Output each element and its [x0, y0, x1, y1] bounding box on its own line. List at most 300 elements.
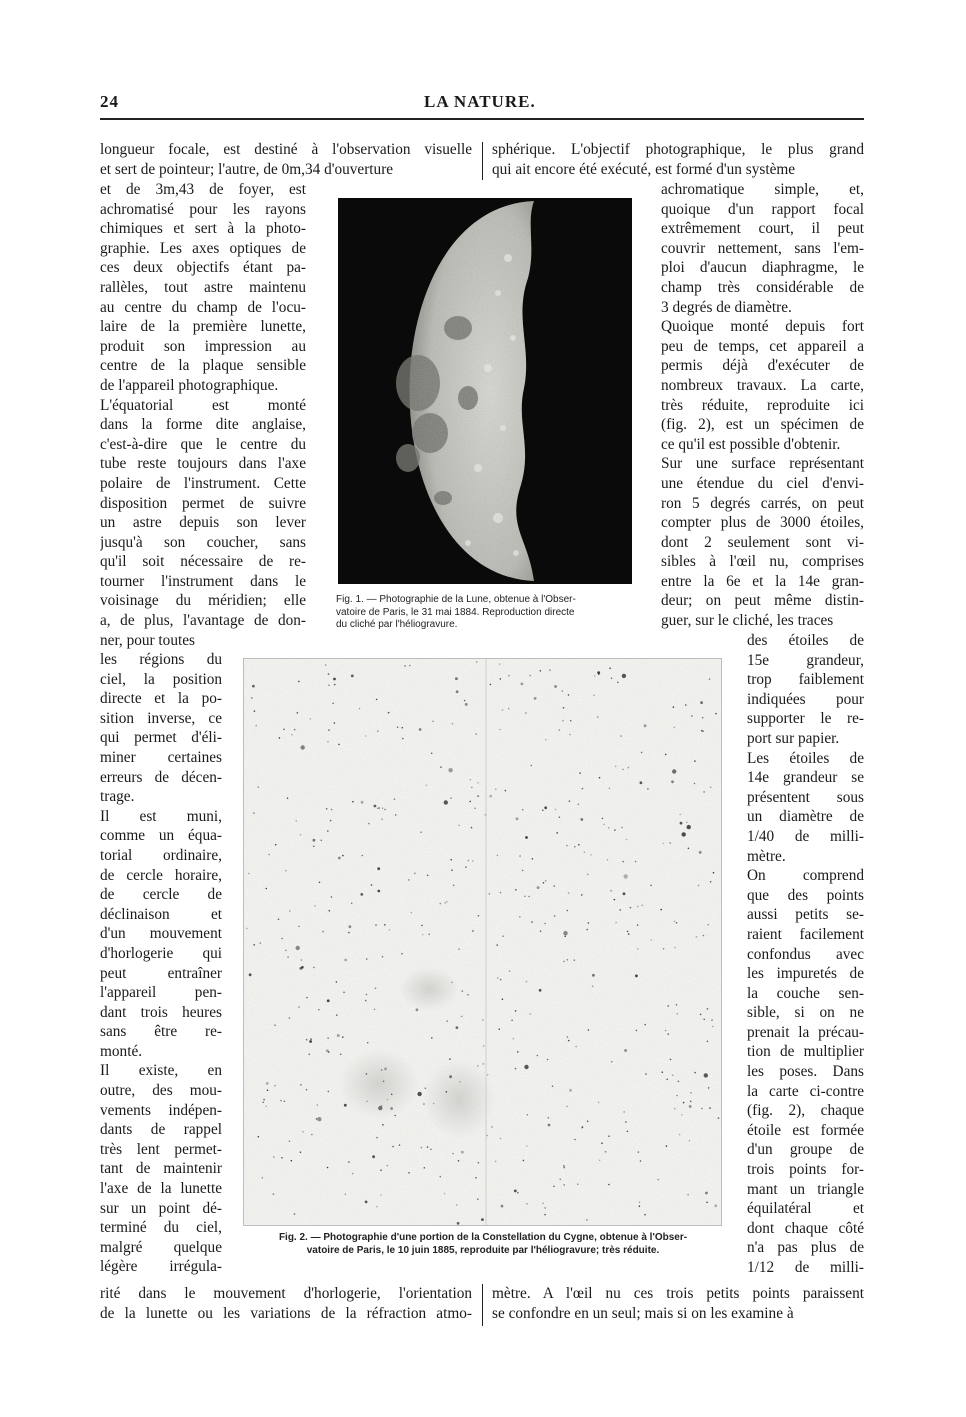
star-dot	[377, 890, 380, 893]
star-dot	[640, 1160, 642, 1162]
text-line: achromatisé pour les rayons	[100, 200, 306, 218]
text-line: étoile est formée	[747, 1121, 864, 1139]
star-dot	[374, 1009, 376, 1011]
text-line: rité dans le mouvement d'horlogerie, l'orientation	[100, 1285, 472, 1302]
star-dot	[380, 1169, 382, 1171]
star-dot	[327, 1037, 329, 1039]
text-line: prenait la précau-	[747, 1023, 864, 1041]
star-dot	[497, 977, 499, 979]
star-dot	[281, 1157, 283, 1159]
star-dot	[487, 1074, 489, 1076]
star-dot	[519, 855, 521, 857]
star-dot	[387, 1165, 389, 1167]
star-dot	[635, 975, 638, 978]
text-line: erreurs de décen-	[100, 768, 222, 786]
star-dot	[450, 797, 452, 799]
text-line: ron 5 degrés carrés, on peut	[661, 494, 864, 512]
text-line: polaire de l'instrument. Cette	[100, 474, 306, 492]
star-dot	[461, 1151, 464, 1154]
text-line: ciel, la position	[100, 670, 222, 688]
star-dot	[365, 1000, 367, 1002]
text-line: 3 degrés de diamètre.	[661, 298, 792, 316]
star-dot	[499, 729, 501, 731]
text-line: permis déjà d'exécuter de	[661, 357, 864, 375]
star-dot	[475, 1177, 477, 1179]
star-dot	[266, 888, 268, 890]
star-dot	[446, 1020, 448, 1022]
star-dot	[611, 1061, 613, 1063]
text-line: équilatéral et	[747, 1200, 864, 1218]
star-dot	[258, 786, 260, 788]
star-dot	[599, 777, 601, 779]
star-dot	[598, 1102, 600, 1104]
star-dot	[376, 699, 378, 701]
text-line: un diamètre de	[747, 808, 864, 826]
star-dot	[680, 822, 683, 825]
star-dot	[531, 921, 533, 923]
star-dot	[431, 1037, 433, 1039]
star-dot	[540, 930, 542, 932]
text-line: supporter le re-	[747, 710, 864, 728]
star-dot	[679, 1134, 681, 1136]
star-dot	[287, 956, 289, 958]
star-dot	[262, 1177, 264, 1179]
text-line: aussi petits se-	[747, 906, 864, 924]
star-dot	[322, 931, 324, 933]
star-dot	[588, 1029, 590, 1031]
star-dot	[340, 1054, 342, 1056]
star-dot	[477, 1065, 479, 1067]
star-dot	[344, 1104, 347, 1107]
star-field-image	[244, 659, 722, 1226]
star-dot	[567, 1036, 569, 1038]
star-dot	[268, 854, 270, 856]
star-dot	[352, 801, 354, 803]
star-dot	[709, 678, 711, 680]
star-dot	[687, 825, 691, 829]
text-line: On comprend	[747, 867, 864, 885]
text-line: de la lunette ou les variations de la réfraction atmo-	[100, 1304, 472, 1322]
star-dot	[502, 935, 504, 937]
star-dot	[568, 892, 570, 894]
text-line: raient facilement	[747, 925, 864, 943]
star-dot	[608, 1184, 610, 1186]
star-dot	[265, 1106, 267, 1108]
star-dot	[639, 1205, 641, 1207]
star-dot	[449, 1075, 452, 1078]
text-line: 15e grandeur,	[747, 651, 864, 669]
star-dot	[377, 730, 379, 732]
star-dot	[688, 848, 690, 850]
star-dot	[384, 1068, 387, 1071]
star-dot	[273, 1156, 275, 1158]
star-dot	[490, 684, 492, 686]
star-dot	[394, 1115, 396, 1117]
text-line: trop faiblement	[747, 671, 864, 689]
star-dot	[542, 809, 544, 811]
text-line: les poses. Dans	[747, 1063, 864, 1081]
star-dot	[280, 1100, 282, 1102]
star-dot	[328, 673, 330, 675]
star-dot	[609, 667, 611, 669]
star-dot	[425, 1087, 427, 1089]
star-dot	[608, 1135, 610, 1137]
star-dot	[372, 1155, 375, 1158]
star-dot	[607, 859, 609, 861]
text-line: au centre du champ de l'ocu-	[100, 298, 306, 316]
star-dot	[327, 1167, 329, 1169]
star-dot	[375, 988, 377, 990]
star-dot	[313, 846, 315, 848]
star-dot	[325, 664, 327, 666]
star-dot	[689, 1140, 691, 1142]
star-dot	[530, 1013, 532, 1015]
star-dot	[381, 1105, 383, 1107]
star-dot	[348, 932, 350, 934]
star-dot	[477, 782, 479, 784]
star-dot	[500, 892, 502, 894]
star-dot	[433, 1103, 435, 1105]
text-line: graphie. Les axes optiques de	[100, 239, 306, 257]
star-dot	[420, 831, 422, 833]
star-dot	[384, 924, 386, 926]
text-line: un astre depuis son lever	[100, 514, 306, 532]
star-dot	[317, 1104, 319, 1106]
star-dot	[577, 1183, 579, 1185]
star-dot	[343, 992, 345, 994]
star-dot	[446, 901, 448, 903]
star-dot	[548, 1124, 551, 1127]
star-dot	[289, 910, 291, 912]
star-dot	[694, 760, 696, 762]
star-dot	[483, 1045, 485, 1047]
star-dot	[694, 1072, 696, 1074]
star-dot	[465, 866, 467, 868]
star-dot	[452, 723, 454, 725]
star-dot	[419, 728, 422, 731]
star-dot	[519, 916, 521, 918]
star-dot	[253, 944, 255, 946]
star-dot	[327, 741, 329, 743]
star-dot	[544, 923, 546, 925]
star-dot	[511, 1020, 513, 1022]
star-dot	[527, 1114, 529, 1116]
star-dot	[630, 907, 632, 909]
text-line: très lent permet-	[100, 1140, 222, 1158]
star-dot	[641, 752, 643, 754]
star-dot	[295, 820, 297, 822]
star-dot	[283, 729, 285, 731]
star-dot	[414, 873, 416, 875]
star-dot	[500, 1138, 502, 1140]
star-dot	[327, 999, 330, 1002]
text-line: légère irrégula-	[100, 1258, 222, 1276]
star-dot	[542, 1203, 544, 1205]
star-dot	[545, 739, 547, 741]
text-line: (fig. 2), est un spécimen de	[661, 416, 864, 434]
text-line: dans la forme dite anglaise,	[100, 416, 306, 434]
text-line: torial ordinaire,	[100, 846, 222, 864]
star-dot	[368, 823, 370, 825]
star-dot	[334, 684, 336, 686]
star-dot	[625, 1121, 627, 1123]
text-line: ce qu'il est possible d'obtenir.	[661, 435, 841, 453]
star-dot	[417, 1092, 421, 1096]
star-dot	[253, 812, 255, 814]
text-line: outre, des mou-	[100, 1082, 222, 1100]
star-dot	[502, 998, 504, 1000]
star-dot	[702, 717, 704, 719]
star-dot	[300, 1151, 302, 1153]
star-dot	[505, 790, 507, 792]
star-dot	[300, 1084, 302, 1086]
star-dot	[275, 844, 277, 846]
star-dot	[397, 726, 399, 728]
star-dot	[274, 1024, 276, 1026]
star-dot	[685, 704, 687, 706]
star-dot	[440, 903, 442, 905]
star-dot	[362, 855, 364, 857]
star-dot	[450, 859, 452, 861]
star-dot	[627, 931, 629, 933]
column-divider-top	[482, 142, 483, 180]
star-dot	[501, 1205, 504, 1208]
text-line: laire de la première lunette,	[100, 318, 306, 336]
star-dot	[563, 707, 565, 709]
star-dot	[427, 875, 429, 877]
star-dot	[515, 1068, 517, 1070]
star-dot	[281, 938, 283, 940]
star-dot	[508, 675, 510, 677]
star-dot	[470, 779, 472, 781]
star-dot	[522, 809, 524, 811]
star-dot	[641, 905, 643, 907]
star-dot	[704, 1073, 708, 1077]
star-dot	[336, 981, 338, 983]
star-dot	[455, 677, 458, 680]
star-dot	[676, 1004, 678, 1006]
star-dot	[689, 1105, 692, 1108]
text-line: quoique d'un rapport focal	[661, 200, 864, 218]
text-line: tant de maintenir	[100, 1160, 222, 1178]
text-line: deur; on peut même distin-	[661, 592, 864, 610]
star-dot	[543, 882, 545, 884]
star-dot	[556, 832, 558, 834]
star-dot	[301, 959, 303, 961]
star-dot	[458, 1160, 460, 1162]
star-dot	[594, 675, 596, 677]
star-dot	[563, 1184, 565, 1186]
text-line: produit son impression au	[100, 337, 306, 355]
star-dot	[502, 709, 504, 711]
star-dot	[328, 729, 330, 731]
text-line: sible, si on ne	[747, 1004, 864, 1022]
star-dot	[498, 1028, 500, 1030]
star-dot	[676, 922, 678, 924]
star-dot	[402, 727, 404, 729]
text-line: ploi d'aucun diaphragme, le	[661, 259, 864, 277]
star-dot	[682, 832, 686, 836]
star-dot	[580, 818, 583, 821]
star-dot	[384, 809, 386, 811]
text-line: c'est-à-dire que le centre du	[100, 435, 306, 453]
text-line: couvrir nettement, sans l'em-	[661, 239, 864, 257]
star-dot	[453, 885, 455, 887]
star-dot	[378, 807, 380, 809]
text-line: champ très considérable de	[661, 278, 864, 296]
star-dot	[574, 959, 576, 961]
star-dot	[703, 1019, 705, 1021]
star-dot	[333, 678, 336, 681]
star-dot	[298, 926, 300, 928]
star-dot	[394, 798, 396, 800]
star-dot	[568, 694, 570, 696]
star-dot	[338, 857, 341, 860]
text-line: directe et la po-	[100, 690, 222, 708]
star-dot	[416, 1008, 419, 1011]
star-dot	[526, 1203, 528, 1205]
star-dot	[663, 948, 665, 950]
star-dot	[267, 1089, 269, 1091]
text-line: l'appareil pen-	[100, 984, 222, 1002]
star-dot	[617, 682, 619, 684]
star-dot	[298, 1006, 300, 1008]
star-dot	[285, 870, 287, 872]
star-dot	[300, 834, 302, 836]
star-dot	[366, 1101, 368, 1103]
star-dot	[392, 1146, 394, 1148]
star-dot	[377, 808, 379, 810]
star-dot	[471, 787, 473, 789]
star-dot	[610, 890, 612, 892]
star-dot	[376, 1206, 378, 1208]
star-dot	[703, 935, 705, 937]
star-dot	[263, 1099, 265, 1101]
star-dot	[559, 816, 561, 818]
star-dot	[258, 1136, 260, 1138]
star-dot	[516, 817, 519, 820]
star-dot	[645, 1073, 647, 1075]
text-line: Quoique monté depuis fort	[661, 318, 864, 336]
text-line: ner, pour toutes	[100, 631, 195, 649]
star-dot	[421, 925, 423, 927]
star-dot	[665, 1030, 667, 1032]
star-dot	[449, 1058, 451, 1060]
star-dot	[718, 1117, 720, 1119]
star-dot	[639, 1201, 641, 1203]
text-line: 14e grandeur se	[747, 769, 864, 787]
text-line: d'un mouvement	[100, 925, 222, 943]
star-dot	[665, 754, 667, 756]
star-dot	[475, 733, 477, 735]
star-dot	[489, 795, 492, 798]
star-dot	[456, 1204, 458, 1206]
star-dot	[622, 769, 624, 771]
star-dot	[515, 1010, 517, 1012]
star-dot	[348, 1161, 350, 1163]
star-dot	[707, 1008, 709, 1010]
star-dot	[644, 1024, 646, 1026]
star-dot	[294, 729, 296, 731]
text-line: n'a pas plus de	[747, 1239, 864, 1257]
star-dot	[626, 839, 628, 841]
star-dot	[708, 1087, 710, 1089]
text-line: Fig. 1. — Photographie de la Lune, obtenue à l'Obser-	[336, 594, 576, 605]
star-dot	[647, 788, 649, 790]
star-dot	[525, 712, 527, 714]
text-line: rallèles, tout astre maintenu	[100, 278, 306, 296]
text-line: tion de multiplier	[747, 1043, 864, 1061]
star-dot	[568, 1040, 570, 1042]
star-dot	[586, 1219, 588, 1221]
star-dot	[650, 885, 652, 887]
star-dot	[549, 669, 551, 671]
star-dot	[342, 855, 344, 857]
star-dot	[376, 1137, 378, 1139]
star-dot	[574, 846, 576, 848]
star-dot	[279, 737, 281, 739]
journal-title: LA NATURE.	[424, 92, 536, 111]
star-dot	[532, 858, 534, 860]
star-dot	[560, 1179, 562, 1181]
star-dot	[444, 800, 448, 804]
text-line: qu'il soit nécessaire de re-	[100, 553, 306, 571]
fig2-caption	[244, 1232, 722, 1257]
star-dot	[500, 979, 502, 981]
text-line: sibles à l'œil nu, comprises	[661, 553, 864, 571]
star-dot	[686, 822, 688, 824]
star-dot	[578, 804, 580, 806]
star-dot	[574, 1139, 576, 1141]
star-dot	[696, 936, 698, 938]
star-dot	[586, 929, 588, 931]
star-dot	[411, 912, 413, 914]
text-line: une étendue du ciel d'envi-	[661, 474, 864, 492]
star-dot	[477, 1198, 479, 1200]
text-line: d'un groupe de	[747, 1141, 864, 1159]
star-dot	[552, 1085, 554, 1087]
right-column-a	[661, 180, 864, 631]
star-dot	[374, 805, 377, 808]
star-dot	[674, 921, 676, 923]
star-dot	[251, 697, 253, 699]
star-dot	[636, 1030, 638, 1032]
star-dot	[313, 839, 316, 842]
star-dot	[593, 694, 595, 696]
star-dot	[331, 809, 333, 811]
star-dot	[545, 880, 547, 882]
star-dot	[476, 661, 478, 663]
star-dot	[509, 970, 511, 972]
star-dot	[248, 873, 250, 875]
text-line: a, de plus, l'avantage de don-	[100, 612, 306, 630]
star-dot	[375, 924, 377, 926]
star-dot	[390, 1107, 393, 1110]
text-line: du cliché par l'héliogravure.	[336, 619, 458, 630]
star-dot	[569, 1089, 572, 1092]
star-dot	[554, 685, 557, 688]
star-dot	[351, 902, 353, 904]
star-dot	[709, 1107, 711, 1109]
star-dot	[592, 986, 594, 988]
text-line: dants de rappel	[100, 1121, 222, 1139]
star-dot	[663, 843, 665, 845]
star-dot	[469, 801, 471, 803]
star-dot	[309, 1040, 312, 1043]
star-dot	[615, 766, 617, 768]
star-dot	[381, 1069, 383, 1071]
star-dot	[472, 930, 474, 932]
